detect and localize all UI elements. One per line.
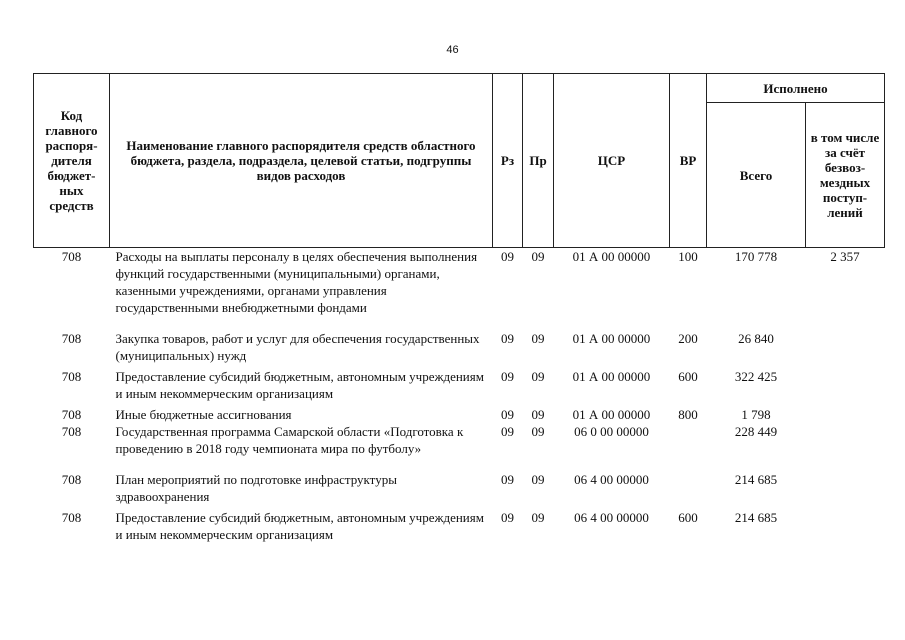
header-rz: Рз [493,74,523,248]
cell-vr: 600 [678,510,698,525]
cell-csr: 01 А 00 00000 [572,407,651,422]
cell-free: 2 357 [830,249,860,264]
cell-rz: 09 [501,472,514,487]
cell-rz: 09 [501,424,514,439]
cell-name: Расходы на выплаты персоналу в целях обеспечения выполнения функций государственными (муниципальными) органами, казенными учреждениями, органами управления государственными внебюджетными фондами [115,249,478,315]
table-body [34,248,885,544]
header-csr: ЦСР [554,74,670,248]
cell-vr: 800 [678,407,698,422]
cell-pr: 09 [531,249,545,264]
cell-csr: 06 4 00 00000 [574,510,649,525]
cell-total: 214 685 [734,510,778,525]
header-free: в том числе за счёт безвоз-мездных поступ-лений [806,103,885,248]
cell-csr: 06 0 00 00000 [574,424,649,439]
table-row [34,423,885,471]
cell-code: 708 [61,407,82,422]
cell-rz: 09 [501,331,514,346]
cell-pr: 09 [531,510,545,525]
header-pr: Пр [523,74,554,248]
header-total: Всего [707,103,806,248]
header-vr: ВР [670,74,707,248]
cell-rz: 09 [501,369,514,384]
cell-free [806,509,885,543]
cell-code: 708 [61,249,82,264]
cell-name: Предоставление субсидий бюджетным, автономным учреждениям и иным некоммерческим организациям [115,369,484,401]
cell-total: 1 798 [741,407,771,422]
cell-name: Закупка товаров, работ и услуг для обеспечения государственных (муниципальных) нужд [115,331,480,363]
cell-code: 708 [61,424,82,439]
cell-free [806,330,885,368]
cell-free [806,368,885,406]
cell-pr: 09 [531,424,545,439]
budget-table [33,73,885,543]
cell-pr: 09 [531,407,545,422]
cell-csr: 01 А 00 00000 [572,369,651,384]
cell-rz: 09 [501,510,514,525]
cell-pr: 09 [531,472,545,487]
page-number: 46 [446,44,459,56]
table-row [34,330,885,368]
cell-total: 170 778 [734,249,778,264]
cell-total: 26 840 [738,331,774,346]
cell-name: Иные бюджетные ассигнования [115,407,292,422]
cell-vr: 100 [678,249,698,264]
cell-total: 228 449 [734,424,778,439]
cell-rz: 09 [501,249,514,264]
header-name: Наименование главного распорядителя средств областного бюджета, раздела, подраздела, целевой статьи, подгруппы видов расходов [110,74,493,248]
cell-total: 322 425 [734,369,778,384]
cell-name: Предоставление субсидий бюджетным, автономным учреждениям и иным некоммерческим организациям [115,510,484,542]
header-code: Код главного распоря-дителя бюджет-ных средств [34,74,110,248]
cell-vr: 600 [678,369,698,384]
cell-csr: 01 А 00 00000 [572,249,651,264]
table-row [34,248,885,331]
header-executed: Исполнено [707,74,885,103]
cell-rz: 09 [501,407,514,422]
cell-free [806,423,885,471]
cell-name: План мероприятий по подготовке инфраструктуры здравоохранения [115,472,397,504]
table-row [34,509,885,543]
cell-free [806,406,885,423]
cell-code: 708 [61,331,82,346]
cell-code: 708 [61,472,82,487]
cell-pr: 09 [531,369,545,384]
cell-pr: 09 [531,331,545,346]
cell-vr [670,471,707,509]
cell-total: 214 685 [734,472,778,487]
cell-csr: 06 4 00 00000 [574,472,649,487]
cell-code: 708 [61,369,82,384]
cell-vr: 200 [678,331,698,346]
cell-name: Государственная программа Самарской области «Подготовка к проведению в 2018 году чемпионата мира по футболу» [115,424,464,456]
table-row [34,471,885,509]
cell-free [806,471,885,509]
cell-csr: 01 А 00 00000 [572,331,651,346]
table-row [34,368,885,406]
table-row [34,406,885,423]
cell-vr [670,423,707,471]
cell-code: 708 [61,510,82,525]
